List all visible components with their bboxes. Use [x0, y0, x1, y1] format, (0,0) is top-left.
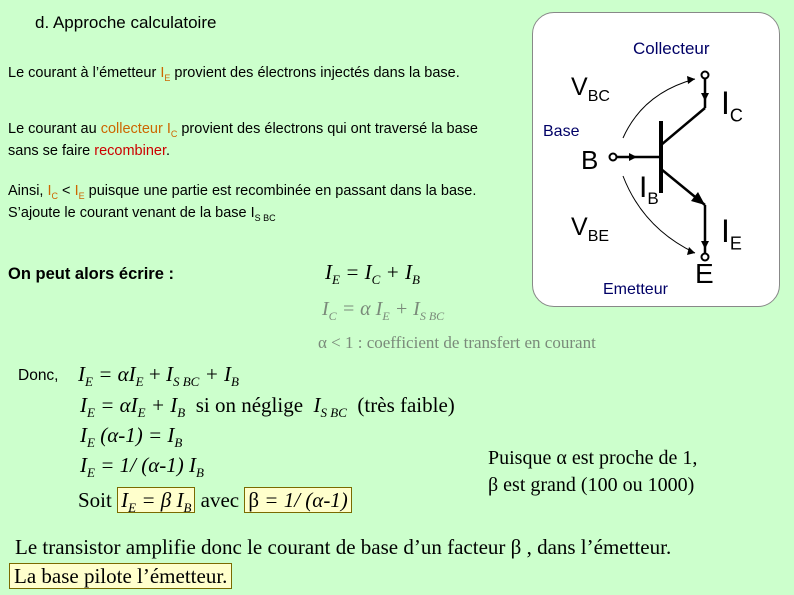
text: Le courant à l’émetteur: [8, 65, 161, 81]
text: S’ajoute le courant venant de la base I: [8, 204, 255, 221]
eq1-text: $I_E = I_C + I_B$: [325, 260, 420, 288]
text: puisque une partie est recombinée en passant dans la base.: [84, 183, 477, 199]
ic-symbol: $I_C$: [47, 183, 59, 201]
collecteur-label: Collecteur: [633, 39, 710, 58]
on-peut-ecrire: On peut alors écrire :: [8, 265, 174, 283]
equation-ic: [322, 298, 444, 324]
alpha-coefficient-note: α < 1 : coefficient de transfert en courant: [318, 333, 596, 352]
derivation-line-1: $I_E = \alpha I_E + I_{S BC} + I_B$: [78, 362, 239, 390]
alpha-close-to-one-note: Puisque α est proche de 1,: [488, 447, 698, 469]
ie-label: $I_E$: [721, 213, 742, 254]
text: provient des électrons qui ont traversé la base sans se faire: [8, 121, 478, 159]
ie-symbol: $I_E$: [160, 65, 171, 83]
conclusion-amplifie: Le transistor amplifie donc le courant de base d’un facteur β , dans l’émetteur.: [15, 535, 672, 559]
vbc-label: $V_{BC}$: [571, 73, 610, 105]
derivation-line-3: $I_E$ $(\alpha-1) = I_B$: [80, 423, 183, 451]
boxed-ie-beta: $I_E = \beta$ $I_B$: [117, 487, 195, 513]
base-label: Base: [543, 123, 580, 140]
collecteur-word: collecteur: [100, 121, 163, 137]
text: Le courant au: [8, 121, 101, 137]
text: Ainsi,: [8, 183, 48, 199]
equation-ie-sum: [325, 260, 420, 288]
ib-arrow: [629, 153, 637, 161]
conclusion-base-pilote: La base pilote l’émetteur.: [9, 563, 232, 589]
collector-branch: [661, 108, 705, 145]
paragraph-emitter-current: [8, 65, 508, 87]
ib-label: $I_B$: [639, 171, 659, 208]
paragraph-ainsi: Ainsi, $I_C < I_E$ puisque une partie est recombinée en passant dans la base. S’ajoute le courant venant de la base $I_{S BC}$: [8, 183, 477, 223]
boxed-beta-def: β = 1/ (α-1): [244, 487, 351, 513]
paragraph-collector-current: Le courant au collecteur $I_C$ provient des électrons qui ont traversé la base sans se faire recombiner.: [8, 121, 478, 159]
ic-label: $I_C$: [721, 85, 743, 126]
text: provient des électrons injectés dans la base.: [170, 65, 460, 81]
eq2-text: $I_C = \alpha$ $I_E + I_{S BC}$: [322, 298, 445, 323]
isbc-subscript: S BC: [254, 212, 276, 223]
derivation-line-5: Soit $I_E = \beta$ $I_B$ avec β = 1/ (α-1): [78, 488, 352, 516]
recombiner-word: recombiner: [94, 142, 166, 159]
section-title: d. Approche calculatoire: [35, 13, 217, 32]
b-terminal-label: B: [581, 145, 599, 175]
collector-terminal: [702, 72, 709, 79]
donc-label: Donc,: [18, 367, 59, 384]
ie-arrow: [701, 241, 709, 249]
vbe-label: $V_{BE}$: [571, 213, 610, 245]
beta-large-note: β est grand (100 ou 1000): [488, 474, 695, 496]
ie-symbol: $I_E$: [74, 183, 85, 201]
derivation-line-2: $I_E = \alpha I_E + I_B$ si on néglige $I_{S BC}$ (très faible): [80, 393, 455, 421]
derivation-line-4: $I_E = 1/$ (α-1) $I_B$: [80, 453, 204, 481]
base-terminal: [610, 154, 617, 161]
transistor-diagram: [532, 12, 780, 307]
ic-arrow: [701, 93, 709, 101]
vbe-arrowhead: [687, 247, 695, 255]
e-terminal-label: E: [695, 258, 714, 289]
emetteur-label: Emetteur: [603, 281, 668, 298]
ic-symbol: $I_C$: [166, 121, 178, 139]
vbc-arrowhead: [687, 76, 695, 84]
